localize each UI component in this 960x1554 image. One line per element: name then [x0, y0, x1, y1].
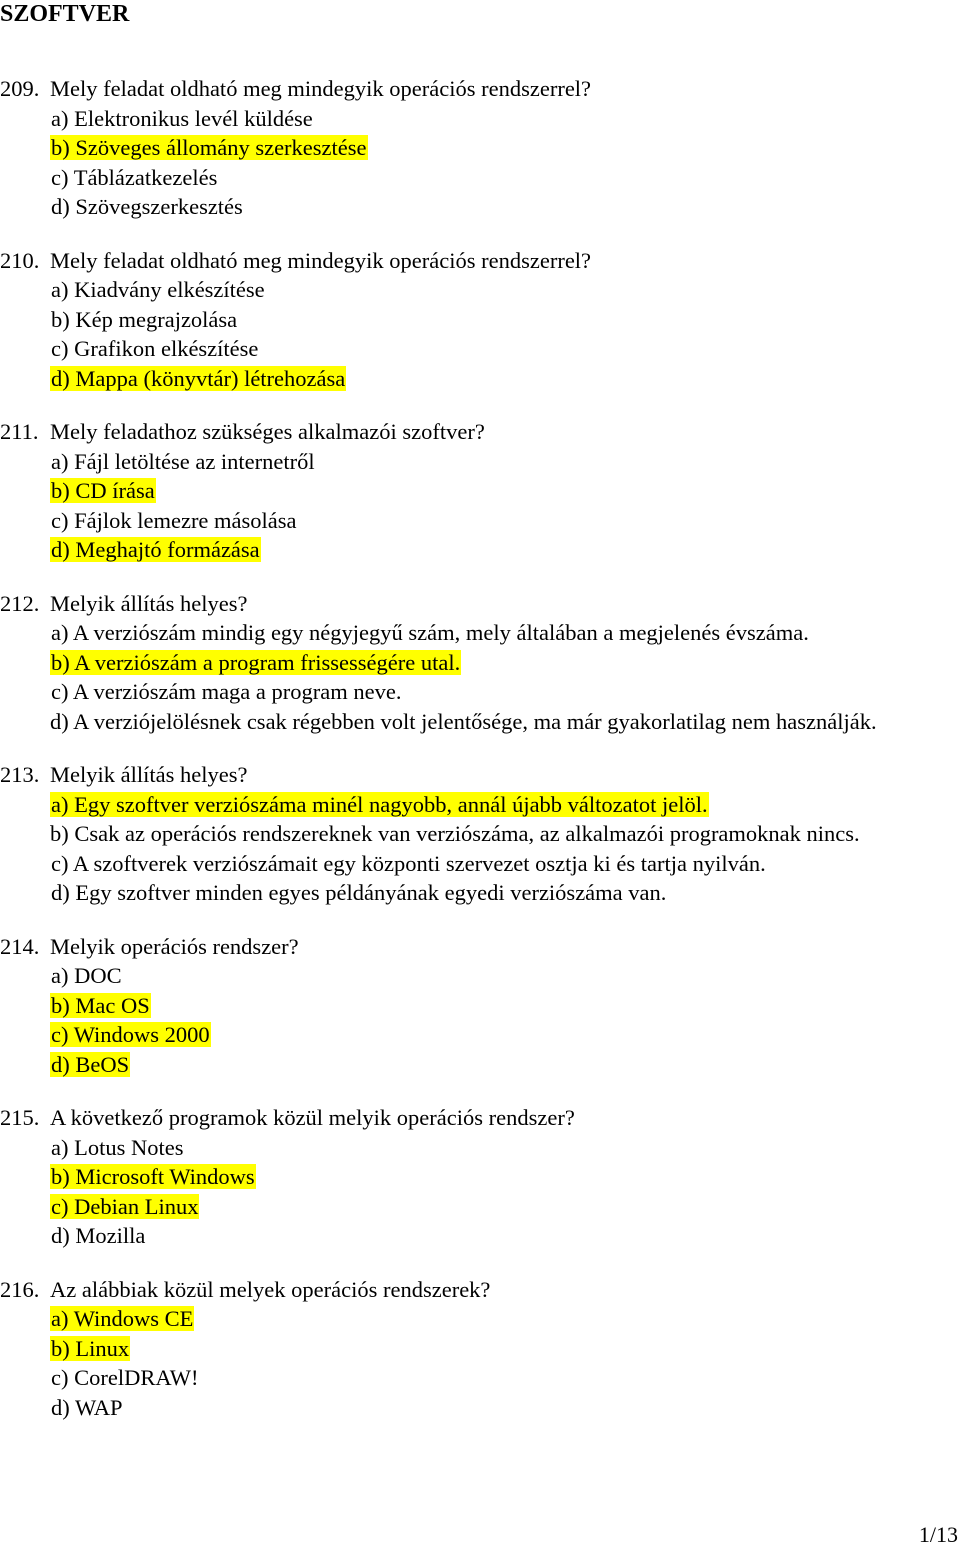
answer-text: d) Mappa (könyvtár) létrehozása: [51, 365, 346, 391]
answer-option: [0, 1363, 960, 1393]
answer-list: [0, 618, 960, 736]
answer-text: a) A verziószám mindig egy négyjegyű szám, mely általában a megjelenés évszáma.: [51, 620, 809, 645]
answer-option: [0, 1221, 960, 1251]
answer-text: c) Fájlok lemezre másolása: [51, 507, 297, 533]
question-block: [0, 246, 960, 394]
answer-option-highlighted: [0, 1162, 960, 1192]
question-block: [0, 74, 960, 222]
answer-option: [0, 192, 960, 222]
question-block: [0, 932, 960, 1080]
question-text: Melyik operációs rendszer?: [50, 933, 299, 959]
answer-text: a) Kiadvány elkészítése: [51, 277, 265, 302]
question-block: [0, 1275, 960, 1423]
answer-text: c) Windows 2000: [51, 1022, 210, 1047]
answer-option: [0, 104, 960, 134]
answer-text: b) Csak az operációs rendszereknek van verziószáma, az alkalmazói programoknak nincs.: [50, 821, 860, 846]
answer-option-highlighted: [0, 476, 960, 506]
answer-text: a) Lotus Notes: [51, 1134, 184, 1160]
answer-list: [0, 104, 960, 222]
answer-text: d) Mozilla: [51, 1223, 146, 1248]
question-block: [0, 760, 960, 908]
page-number: 1/13: [918, 1522, 958, 1547]
answer-list: [0, 447, 960, 565]
answer-option: [0, 305, 960, 335]
question-line: [0, 760, 960, 790]
answer-option: [0, 447, 960, 477]
answer-option: [0, 275, 960, 305]
answer-list: [0, 961, 960, 1079]
answer-text: a) Elektronikus levél küldése: [51, 105, 313, 131]
answer-option-highlighted: [0, 364, 960, 394]
answer-option-highlighted: [0, 535, 960, 565]
answer-text: a) Egy szoftver verziószáma minél nagyobb, annál újabb változatot jelöl.: [51, 791, 708, 817]
question-text: A következő programok közül melyik operációs rendszer?: [50, 1105, 575, 1130]
answer-option: [0, 707, 960, 737]
question-text: Mely feladat oldható meg mindegyik operációs rendszerrel?: [50, 247, 592, 273]
answer-text: d) BeOS: [51, 1051, 130, 1077]
answer-text: c) Grafikon elkészítése: [51, 336, 259, 361]
answer-text: c) CorelDRAW!: [51, 1365, 199, 1390]
answer-text: b) CD írása: [51, 478, 155, 503]
answer-option-highlighted: [0, 1334, 960, 1364]
answer-option: [0, 878, 960, 908]
question-text: Mely feladat oldható meg mindegyik operációs rendszerrel?: [50, 76, 592, 101]
answer-option-highlighted: [0, 790, 960, 820]
answer-text: d) Egy szoftver minden egyes példányának egyedi verziószáma van.: [51, 880, 667, 905]
answer-text: c) A verziószám maga a program neve.: [51, 679, 402, 704]
answer-option: [0, 677, 960, 707]
question-text: Melyik állítás helyes?: [50, 590, 248, 616]
question-number: 214.: [0, 933, 40, 959]
answer-text: a) Windows CE: [51, 1306, 194, 1331]
answer-option-highlighted: [0, 133, 960, 163]
question-block: [0, 589, 960, 737]
answer-option: [0, 506, 960, 536]
answer-text: b) Microsoft Windows: [51, 1164, 255, 1189]
answer-text: b) Mac OS: [51, 992, 150, 1018]
answer-text: c) A szoftverek verziószámait egy központi szervezet osztja ki és tartja nyilván.: [51, 850, 766, 876]
answer-list: [0, 1304, 960, 1422]
question-line: [0, 1103, 960, 1133]
question-line: [0, 1275, 960, 1305]
question-line: [0, 589, 960, 619]
answer-text: d) Meghajtó formázása: [51, 537, 260, 562]
answer-text: c) Táblázatkezelés: [51, 164, 218, 190]
question-number: 210.: [0, 247, 40, 273]
answer-option: [0, 618, 960, 648]
question-number: 209.: [0, 76, 40, 101]
question-line: [0, 417, 960, 447]
answer-option-highlighted: [0, 1020, 960, 1050]
answer-option-highlighted: [0, 991, 960, 1021]
answer-text: d) WAP: [51, 1394, 123, 1420]
answer-text: b) A verziószám a program frissességére utal.: [51, 649, 461, 675]
question-block: [0, 417, 960, 565]
answer-text: c) Debian Linux: [51, 1193, 199, 1219]
question-block: [0, 1103, 960, 1251]
question-line: [0, 74, 960, 104]
page-title: SZOFTVER: [0, 1, 130, 27]
answer-text: d) Szövegszerkesztés: [51, 194, 243, 219]
answer-option: [0, 961, 960, 991]
question-text: Az alábbiak közül melyek operációs rendszerek?: [50, 1276, 491, 1302]
answer-option: [0, 334, 960, 364]
question-text: Melyik állítás helyes?: [50, 762, 248, 787]
answer-text: b) Kép megrajzolása: [51, 306, 238, 332]
question-number: 212.: [0, 590, 40, 616]
answer-option: [0, 163, 960, 193]
question-line: [0, 246, 960, 276]
answer-text: d) A verziójelölésnek csak régebben volt jelentősége, ma már gyakorlatilag nem használják.: [50, 708, 877, 734]
question-list: [0, 74, 960, 1446]
question-number: 216.: [0, 1276, 40, 1302]
question-number: 213.: [0, 762, 40, 787]
answer-text: b) Linux: [51, 1335, 130, 1361]
answer-list: [0, 790, 960, 908]
answer-option-highlighted: [0, 648, 960, 678]
answer-option: [0, 1393, 960, 1423]
question-line: [0, 932, 960, 962]
question-text: Mely feladathoz szükséges alkalmazói szoftver?: [50, 419, 485, 444]
answer-option: [0, 849, 960, 879]
answer-list: [0, 275, 960, 393]
question-number: 211.: [0, 419, 39, 444]
answer-list: [0, 1133, 960, 1251]
answer-option-highlighted: [0, 1304, 960, 1334]
answer-option: [0, 1133, 960, 1163]
answer-text: b) Szöveges állomány szerkesztése: [51, 135, 367, 160]
answer-option-highlighted: [0, 1192, 960, 1222]
question-number: 215.: [0, 1105, 40, 1130]
answer-text: a) Fájl letöltése az internetről: [51, 448, 315, 474]
answer-text: a) DOC: [51, 963, 122, 988]
answer-option-highlighted: [0, 1050, 960, 1080]
answer-option: [0, 819, 960, 849]
